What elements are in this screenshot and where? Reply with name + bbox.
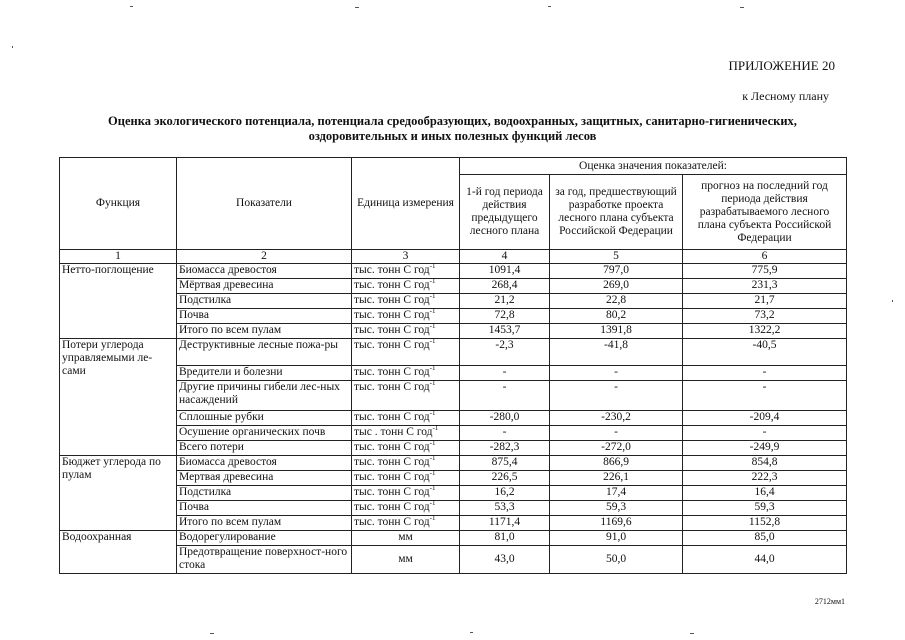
value-cell-v5: 91,0 [550, 531, 683, 546]
unit-exponent: -1 [429, 337, 436, 346]
unit-exponent: -1 [429, 484, 436, 493]
value-cell-v6: 231,3 [683, 279, 847, 294]
unit-cell [352, 426, 460, 441]
header-function: Функция [60, 158, 177, 250]
value-cell-v6: 854,8 [683, 456, 847, 471]
value-cell-v4: - [460, 381, 550, 411]
assessment-table [59, 157, 847, 574]
indicator-cell: Мертвая древесина [177, 471, 352, 486]
unit-exponent: -1 [429, 454, 436, 463]
unit-exponent: -1 [432, 424, 439, 433]
value-cell-v4: 1091,4 [460, 264, 550, 279]
page-title [0, 114, 905, 144]
value-cell-v6: 16,4 [683, 486, 847, 501]
value-cell-v5: 22,8 [550, 294, 683, 309]
unit-text: тыс. тонн С год [354, 309, 430, 321]
unit-exponent: -1 [429, 379, 436, 388]
column-number: 5 [550, 250, 683, 264]
unit-cell [352, 411, 460, 426]
value-cell-v5: 269,0 [550, 279, 683, 294]
value-cell-v5: 59,3 [550, 501, 683, 516]
value-cell-v5: -41,8 [550, 339, 683, 366]
indicator-cell: Другие причины гибели лес-ных насаждений [177, 381, 352, 411]
indicator-cell: Подстилка [177, 294, 352, 309]
table-row [60, 531, 847, 546]
value-cell-v6: 21,7 [683, 294, 847, 309]
scan-speck [892, 300, 893, 302]
column-number: 6 [683, 250, 847, 264]
table-row [60, 324, 847, 339]
table-row [60, 486, 847, 501]
unit-exponent: -1 [429, 499, 436, 508]
unit-text: тыс. тонн С год [354, 471, 430, 483]
title-line-2: оздоровительных и иных полезных функций лесов [308, 129, 597, 143]
scan-speck [130, 6, 133, 7]
header-col5: за год, предшествующий разработке проекта лесного плана субъекта Российской Федерации [550, 175, 683, 250]
unit-cell [352, 456, 460, 471]
unit-exponent: -1 [429, 514, 436, 523]
unit-exponent: -1 [429, 469, 436, 478]
indicator-cell: Итого по всем пулам [177, 324, 352, 339]
document-reference: к Лесному плану [742, 89, 829, 103]
title-line-1: Оценка экологического потенциала, потенциала средообразующих, водоохранных, защитных, санитарно-гигиенических, [108, 114, 797, 128]
unit-exponent: -1 [429, 262, 436, 271]
indicator-cell: Биомасса древостоя [177, 456, 352, 471]
indicator-cell: Предотвращение поверхност-ного стока [177, 546, 352, 574]
appendix-label: ПРИЛОЖЕНИЕ 20 [728, 58, 835, 73]
indicator-cell: Подстилка [177, 486, 352, 501]
unit-text: тыс. тонн С год [354, 411, 430, 423]
value-cell-v5: 1391,8 [550, 324, 683, 339]
indicator-cell: Водорегулирование [177, 531, 352, 546]
unit-text: тыс. тонн С год [354, 294, 430, 306]
unit-cell [352, 366, 460, 381]
value-cell-v6: 1152,8 [683, 516, 847, 531]
value-cell-v5: - [550, 426, 683, 441]
value-cell-v5: 17,4 [550, 486, 683, 501]
indicator-cell: Осушение органических почв [177, 426, 352, 441]
scan-speck [210, 633, 214, 634]
unit-exponent: -1 [429, 439, 436, 448]
indicator-cell: Вредители и болезни [177, 366, 352, 381]
value-cell-v4: 226,5 [460, 471, 550, 486]
value-cell-v4: -2,3 [460, 339, 550, 366]
value-cell-v6: -249,9 [683, 441, 847, 456]
column-number: 2 [177, 250, 352, 264]
value-cell-v5: -272,0 [550, 441, 683, 456]
unit-exponent: -1 [429, 307, 436, 316]
unit-cell [352, 309, 460, 324]
header-indicators: Показатели [177, 158, 352, 250]
table-body [60, 264, 847, 574]
value-cell-v6: - [683, 381, 847, 411]
indicator-cell: Мёртвая древесина [177, 279, 352, 294]
value-cell-v5: 50,0 [550, 546, 683, 574]
unit-cell [352, 486, 460, 501]
value-cell-v4: 72,8 [460, 309, 550, 324]
unit-cell [352, 516, 460, 531]
value-cell-v6: - [683, 426, 847, 441]
indicator-cell: Почва [177, 309, 352, 324]
indicator-cell: Биомасса древостоя [177, 264, 352, 279]
indicator-cell: Сплошные рубки [177, 411, 352, 426]
value-cell-v5: - [550, 366, 683, 381]
unit-text: тыс. тонн С год [354, 279, 430, 291]
unit-text: тыс. тонн С год [354, 366, 430, 378]
value-cell-v4: 1171,4 [460, 516, 550, 531]
value-cell-v6: 73,2 [683, 309, 847, 324]
unit-text: тыс. тонн С год [354, 381, 430, 393]
unit-cell [352, 501, 460, 516]
unit-cell [352, 471, 460, 486]
unit-cell [352, 381, 460, 411]
unit-cell [352, 324, 460, 339]
unit-cell [352, 441, 460, 456]
value-cell-v6: 222,3 [683, 471, 847, 486]
scan-speck [470, 632, 473, 633]
table-row [60, 456, 847, 471]
indicator-cell: Почва [177, 501, 352, 516]
column-number: 3 [352, 250, 460, 264]
unit-text: тыс. тонн С год [354, 264, 430, 276]
table-row [60, 516, 847, 531]
scan-speck [355, 7, 359, 8]
function-cell: Нетто-поглощение [60, 264, 177, 339]
value-cell-v6: -40,5 [683, 339, 847, 366]
table-row [60, 426, 847, 441]
value-cell-v4: -280,0 [460, 411, 550, 426]
value-cell-v5: 80,2 [550, 309, 683, 324]
value-cell-v5: 797,0 [550, 264, 683, 279]
column-number: 4 [460, 250, 550, 264]
column-number: 1 [60, 250, 177, 264]
unit-exponent: -1 [429, 292, 436, 301]
unit-cell [352, 339, 460, 366]
value-cell-v4: 16,2 [460, 486, 550, 501]
scan-speck [740, 7, 744, 8]
table-row [60, 381, 847, 411]
unit-cell [352, 546, 460, 574]
function-cell: Бюджет углерода по пулам [60, 456, 177, 531]
indicator-cell: Деструктивные лесные пожа-ры [177, 339, 352, 366]
scan-speck [690, 633, 694, 634]
unit-exponent: -1 [429, 364, 436, 373]
value-cell-v4: - [460, 366, 550, 381]
header-assessment: Оценка значения показателей: [460, 158, 847, 175]
unit-text: тыс. тонн С год [354, 516, 430, 528]
value-cell-v5: -230,2 [550, 411, 683, 426]
scan-speck [548, 6, 551, 7]
value-cell-v6: 44,0 [683, 546, 847, 574]
unit-cell [352, 264, 460, 279]
unit-cell [352, 531, 460, 546]
table-row [60, 441, 847, 456]
value-cell-v4: -282,3 [460, 441, 550, 456]
table-row [60, 366, 847, 381]
table-row [60, 264, 847, 279]
unit-exponent: -1 [429, 322, 436, 331]
table-row [60, 546, 847, 574]
table-row [60, 279, 847, 294]
unit-text: тыс . тонн С год [354, 426, 433, 438]
value-cell-v6: 1322,2 [683, 324, 847, 339]
unit-text: тыс. тонн С год [354, 324, 430, 336]
table-row [60, 309, 847, 324]
unit-text: тыс. тонн С год [354, 486, 430, 498]
value-cell-v6: 775,9 [683, 264, 847, 279]
document-id: 2712мм1 [814, 597, 845, 606]
value-cell-v4: 53,3 [460, 501, 550, 516]
value-cell-v4: 1453,7 [460, 324, 550, 339]
indicator-cell: Всего потери [177, 441, 352, 456]
value-cell-v4: 268,4 [460, 279, 550, 294]
value-cell-v5: 866,9 [550, 456, 683, 471]
function-cell: Потери углерода управляемыми ле-сами [60, 339, 177, 456]
table-row [60, 411, 847, 426]
value-cell-v5: 1169,6 [550, 516, 683, 531]
unit-exponent: -1 [429, 277, 436, 286]
table-row [60, 339, 847, 366]
function-cell: Водоохранная [60, 531, 177, 574]
value-cell-v6: - [683, 366, 847, 381]
value-cell-v4: 81,0 [460, 531, 550, 546]
value-cell-v4: 875,4 [460, 456, 550, 471]
unit-text: тыс. тонн С год [354, 339, 430, 351]
unit-exponent: -1 [429, 409, 436, 418]
header-unit: Единица измерения [352, 158, 460, 250]
table-row [60, 501, 847, 516]
unit-text: мм [398, 553, 413, 565]
unit-text: тыс. тонн С год [354, 456, 430, 468]
header-col4: 1-й год периода действия предыдущего лесного плана [460, 175, 550, 250]
value-cell-v4: 21,2 [460, 294, 550, 309]
value-cell-v6: 85,0 [683, 531, 847, 546]
value-cell-v6: 59,3 [683, 501, 847, 516]
value-cell-v4: - [460, 426, 550, 441]
value-cell-v4: 43,0 [460, 546, 550, 574]
table-row [60, 471, 847, 486]
value-cell-v5: - [550, 381, 683, 411]
unit-text: тыс. тонн С год [354, 501, 430, 513]
value-cell-v5: 226,1 [550, 471, 683, 486]
table-row [60, 294, 847, 309]
unit-text: мм [398, 531, 413, 543]
unit-text: тыс. тонн С год [354, 441, 430, 453]
unit-cell [352, 279, 460, 294]
value-cell-v6: -209,4 [683, 411, 847, 426]
unit-cell [352, 294, 460, 309]
header-col6: прогноз на последний год периода действия разрабатываемого лесного плана субъекта Российской Федерации [683, 175, 847, 250]
scan-speck [12, 46, 13, 48]
indicator-cell: Итого по всем пулам [177, 516, 352, 531]
